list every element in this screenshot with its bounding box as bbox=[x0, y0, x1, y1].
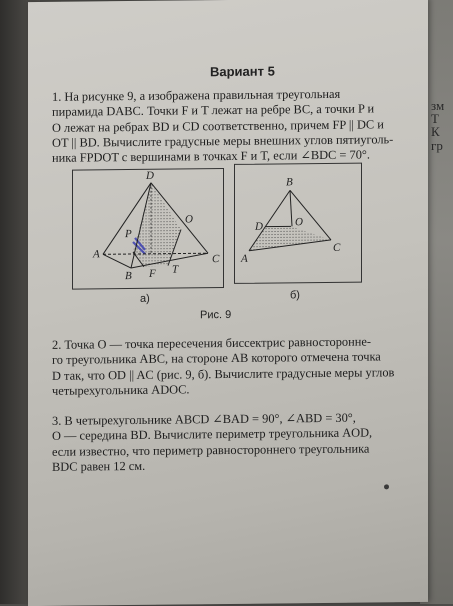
problem-1-line: ника FPDOT с вершинами в точках F и T, если ∠BDC = 70°. bbox=[52, 147, 412, 166]
edge-AB bbox=[103, 254, 131, 268]
edge-AC bbox=[103, 253, 208, 254]
problem-1-line: 1. На рисунке 9, а изображена правильная треугольная bbox=[52, 86, 412, 105]
label-F: F bbox=[149, 268, 156, 280]
adjacent-text-1: зм bbox=[431, 98, 444, 114]
label-T: T bbox=[172, 264, 178, 276]
label-B: B bbox=[286, 176, 293, 188]
ink-dot bbox=[384, 484, 389, 489]
problem-3-line: 3. В четырехугольнике ABCD ∠BAD = 90°, ∠ABD = 30°, bbox=[52, 410, 412, 429]
textbook-page bbox=[28, 0, 428, 606]
problem-1-line: пирамида DABC. Точки F и T лежат на ребре BC, а точки P и bbox=[52, 101, 412, 120]
label-A: A bbox=[93, 248, 100, 260]
bisector-B bbox=[290, 190, 292, 226]
figure-b bbox=[234, 163, 362, 284]
problem-1 bbox=[52, 86, 412, 166]
problem-2-line: 2. Точка O — точка пересечения биссектрис равносторонне- bbox=[52, 334, 412, 353]
problem-3-line: если известно, что периметр равностороннего треугольника bbox=[52, 441, 412, 460]
problem-3-line: BDC равен 12 см. bbox=[52, 456, 412, 475]
figure-a bbox=[72, 168, 224, 290]
problem-2-line: го треугольника ABC, на стороне AB которого отмечена точка bbox=[52, 349, 412, 368]
label-C: C bbox=[212, 253, 219, 265]
variant-heading: Вариант 5 bbox=[210, 64, 275, 80]
problem-3 bbox=[52, 410, 412, 475]
problem-2-line: четырехугольника ADOC. bbox=[52, 380, 412, 399]
adjacent-text-4: гр bbox=[431, 138, 443, 154]
pyramid-diagram bbox=[73, 169, 223, 289]
adjacent-text-2: Т bbox=[431, 111, 439, 127]
figure-caption: Рис. 9 bbox=[200, 309, 231, 321]
label-O: O bbox=[185, 213, 193, 225]
label-P: P bbox=[125, 228, 132, 240]
label-O: O bbox=[295, 216, 303, 228]
problem-2-line: D так, что OD || AC (рис. 9, б). Вычислите градусные меры углов bbox=[52, 365, 412, 384]
figure-a-caption: а) bbox=[140, 293, 150, 305]
label-C: C bbox=[333, 242, 340, 254]
problem-1-line: OT || BD. Вычислите градусные меры внешних углов пятиуголь- bbox=[52, 132, 412, 151]
label-B: B bbox=[125, 270, 132, 282]
label-D: D bbox=[255, 221, 263, 233]
label-D: D bbox=[146, 170, 154, 182]
adjacent-text-3: К bbox=[431, 124, 440, 140]
problem-2 bbox=[52, 334, 412, 399]
problem-3-line: O — середина BD. Вычислите периметр треугольника AOD, bbox=[52, 425, 412, 444]
problem-1-line: O лежат на ребрах BD и CD соответственно, причем FP || DC и bbox=[52, 117, 412, 136]
figure-b-caption: б) bbox=[290, 289, 300, 301]
label-A: A bbox=[241, 253, 248, 265]
